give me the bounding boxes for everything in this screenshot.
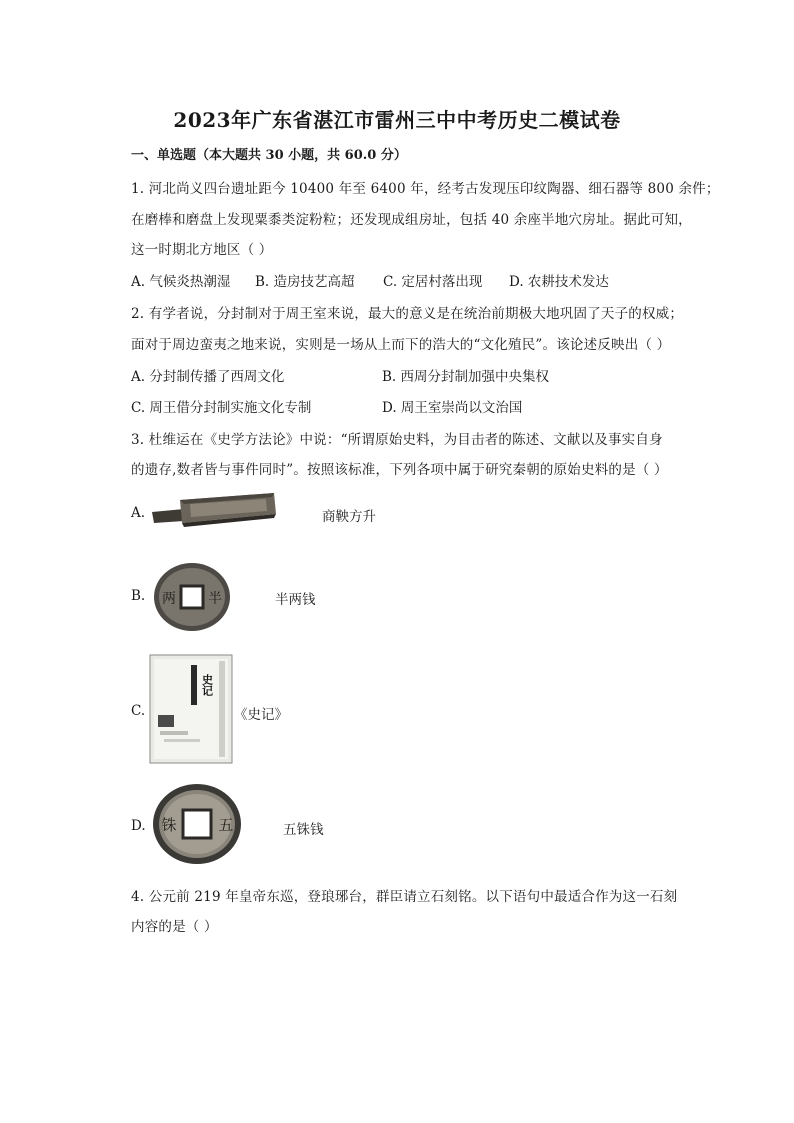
q3-line: 3. 杜维运在《史学方法论》中说：“所谓原始史料，为目击者的陈述、文献以及事实自身 [131,432,663,448]
q3-line: 的遗存,数者皆与事件同时”。按照该标准，下列各项中属于研究秦朝的原始史料的是（ ） [131,462,668,478]
q2-option-d[interactable]: D. 周王室崇尚以文治国 [382,400,523,416]
q1-option-c[interactable]: C. 定居村落出现 [383,274,483,290]
coin-glyph: 半 [208,591,222,607]
q4-line: 内容的是（ ） [131,919,218,935]
q3-option-a-letter[interactable]: A. [131,505,146,521]
q2-line: 面对于周边蛮夷之地来说，实则是一场从上而下的浩大的“文化殖民”。该论述反映出（ ） [131,337,671,353]
q1-line: 这一时期北方地区（ ） [131,242,273,258]
section-heading: 一、单选题（本大题共 30 小题，共 60.0 分） [131,148,407,163]
coin-glyph: 铢 [161,816,177,834]
ban-liang-coin-image [150,561,234,633]
page-title: 2023年广东省湛江市雷州三中中考历史二模试卷 [173,108,621,132]
q1-option-a[interactable]: A. 气候炎热潮湿 [131,274,231,290]
q4-line: 4. 公元前 219 年皇帝东巡，登琅琊台，群臣请立石刻铭。以下语句中最适合作为这一石刻 [131,889,678,905]
q3-option-d-caption: 五铢钱 [283,822,324,838]
wu-zhu-coin-image [150,782,244,866]
q3-option-a-caption: 商鞅方升 [322,509,376,525]
q3-option-b-caption: 半两钱 [275,592,316,608]
q3-option-b-letter[interactable]: B. [131,588,146,604]
q2-line: 2. 有学者说，分封制对于周王室来说，最大的意义是在统治前期极大地巩固了天子的权威； [131,306,684,322]
q1-line: 在磨棒和磨盘上发现粟黍类淀粉粒；还发现成组房址，包括 40 余座半地穴房址。据此可知， [131,212,692,228]
book-title: 史记 [200,674,214,696]
shang-yang-fangsheng-image [150,490,278,532]
q3-option-d-letter[interactable]: D. [131,818,146,834]
shiji-book-image [150,655,232,763]
coin-glyph: 五 [218,816,234,834]
q2-option-c[interactable]: C. 周王借分封制实施文化专制 [131,400,312,416]
coin-glyph: 两 [162,591,176,607]
q1-line: 1. 河北尚义四台遗址距今 10400 年至 6400 年，经考古发现压印纹陶器、细石器等 800 余件； [131,181,720,197]
q2-option-a[interactable]: A. 分封制传播了西周文化 [131,369,285,385]
q2-option-b[interactable]: B. 西周分封制加强中央集权 [382,369,550,385]
q3-option-c-caption: 《史记》 [234,707,288,723]
q1-option-b[interactable]: B. 造房技艺高超 [255,274,355,290]
q3-option-c-letter[interactable]: C. [131,703,146,719]
q1-option-d[interactable]: D. 农耕技术发达 [509,274,609,290]
